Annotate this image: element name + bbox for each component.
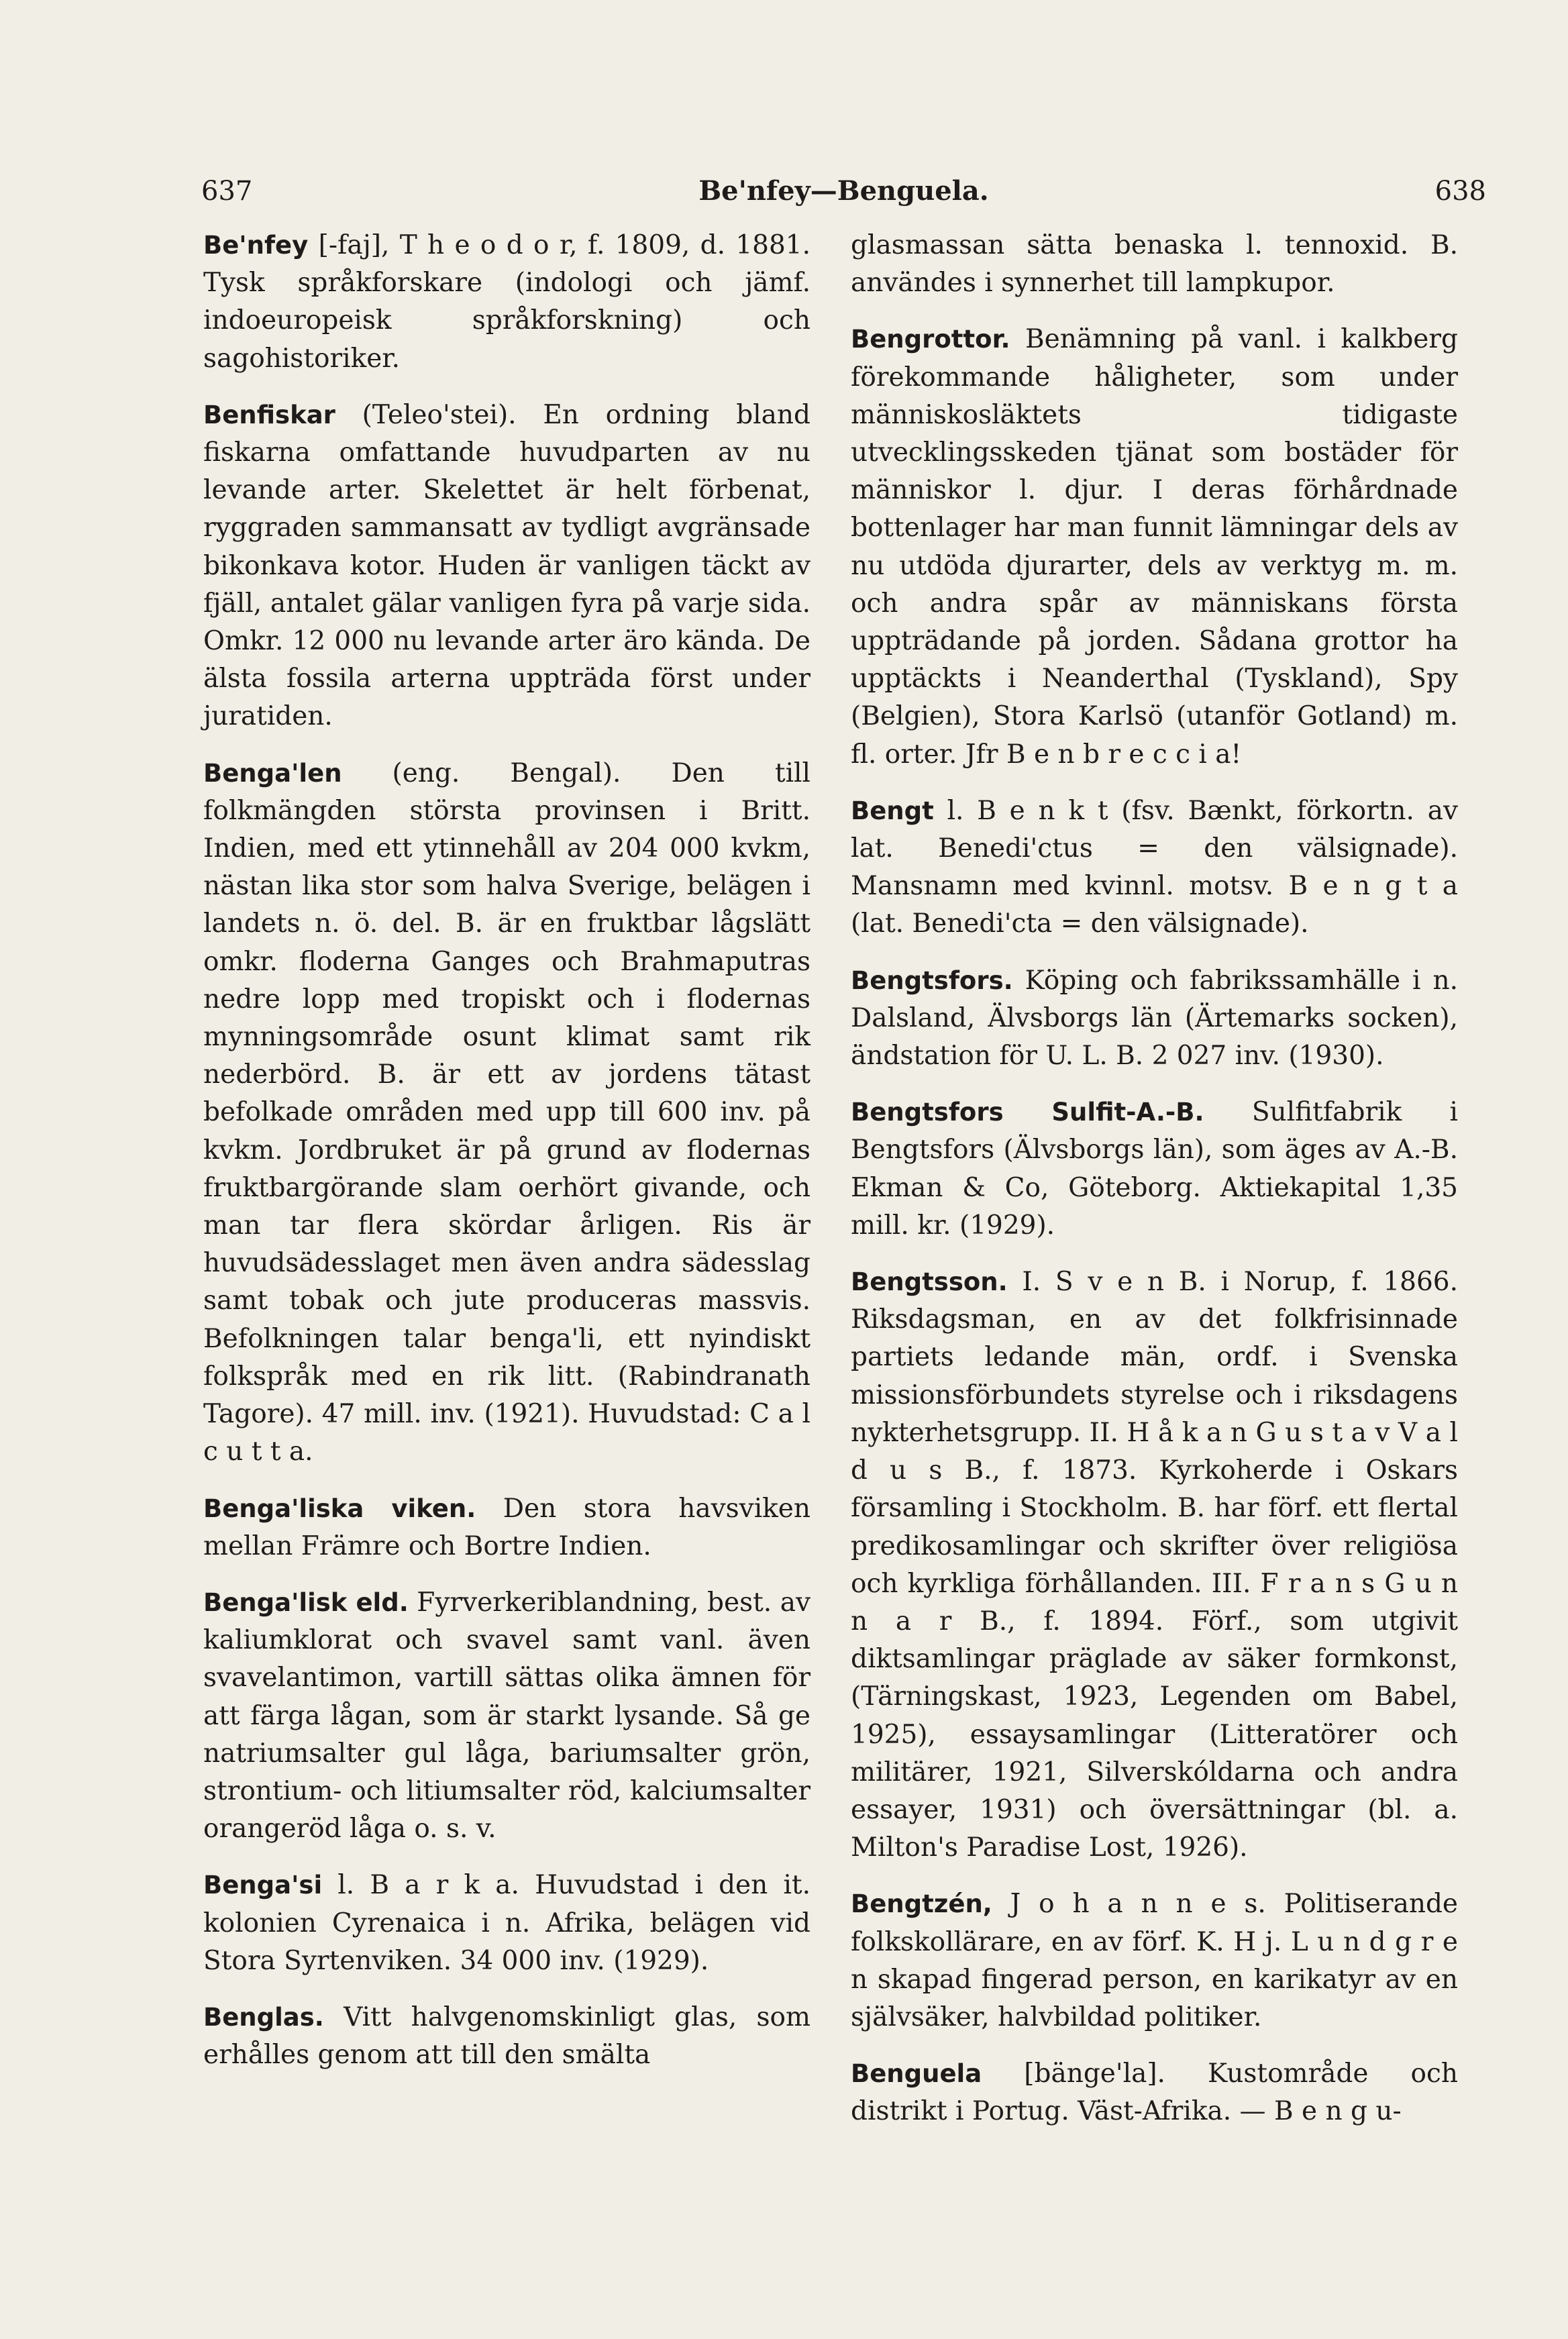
entry-bengrottor — [851, 321, 1458, 773]
entry-term: Benfiskar — [203, 400, 335, 429]
entry-benglas — [203, 1999, 811, 2074]
entry-term: Bengtsfors. — [851, 966, 1013, 995]
entry-bengtsfors-sulfit — [851, 1094, 1458, 1245]
page-header — [201, 168, 1486, 215]
entry-text: l. B e n k t (fsv. Bænkt, förkortn. av lat. Benedi'ctus = den välsignade). Mansnamn med kvinnl. motsv. B e n g t a (lat. Benedi'cta = den välsignade). — [851, 795, 1458, 939]
left-column — [203, 227, 811, 2093]
entry-bengalisk-eld — [203, 1584, 811, 1848]
entry-benfiskar — [203, 397, 811, 736]
right-column — [851, 227, 1458, 2150]
entry-text: I. S v e n B. i Norup, f. 1866. Riksdagsman, en av det folkfrisinnade partiets ledande män, ordf. i Svenska missionsförbundets styrelse och i riksdagens nykterhetsgrupp. II. H å k a n G u s t a v V a l d u s B., f. 1873. Kyrkoherde i Oskars församling i Stockholm. B. har förf. ett flertal predikosamlingar och skrifter över religiösa och kyrkliga förhållanden. III. F r a n s G u n n a r B., f. 1894. Förf., som utgivit diktsamlingar präglade av säker formkonst, (Tärningskast, 1923, Legenden om Babel, 1925), essaysamlingar (Litteratörer och militärer, 1921, Silverskóldarna och andra essayer, 1931) och översättningar (bl. a. Milton's Paradise Lost, 1926). — [851, 1267, 1458, 1863]
entry-text: Köping och fabrikssamhälle i n. Dalsland, Älvsborgs län (Ärtemarks socken), ändstation för U. L. B. 2 027 inv. (1930). — [851, 965, 1458, 1072]
entry-term: Benglas. — [203, 2002, 324, 2032]
entry-bengasi — [203, 1867, 811, 1980]
entry-text: glasmassan sätta benaska l. tennoxid. B. användes i synnerhet till lampkupor. — [851, 230, 1458, 299]
entry-text: Den stora havsviken mellan Främre och Bortre Indien. — [203, 1493, 811, 1561]
entry-term: Bengtsfors Sulfit-A.-B. — [851, 1098, 1204, 1127]
entry-text: l. B a r k a. Huvudstad i den it. kolonien Cyrenaica i n. Afrika, belägen vid Stora Syrtenviken. 34 000 inv. (1929). — [203, 1870, 811, 1976]
entry-benfey — [203, 227, 811, 378]
entry-term: Benga'liska viken. — [203, 1494, 476, 1523]
entry-bengt — [851, 792, 1458, 943]
entry-benglas-continued — [851, 227, 1458, 302]
page-number-right: 638 — [1434, 176, 1486, 207]
entry-bengtsfors — [851, 962, 1458, 1076]
entry-bengtzen — [851, 1885, 1458, 2036]
entry-term: Benga'len — [203, 758, 342, 788]
entry-text: Sulfitfabrik i Bengtsfors (Älvsborgs län), som äges av A.-B. Ekman & Co, Göteborg. Aktiekapital 1,35 mill. kr. (1929). — [851, 1097, 1458, 1241]
entry-text: Fyrverkeriblandning, best. av kaliumklorat och svavel samt vanl. även svavelantimon, vartill sättas olika ämnen för att färga lågan, som är starkt lysande. Så ge natriumsalter gul låga, bariumsalter grön, strontium- och litiumsalter röd, kalciumsalter orangeröd låga o. s. v. — [203, 1587, 811, 1844]
entry-term: Benga'lisk eld. — [203, 1588, 409, 1617]
entry-term: Bengtsson. — [851, 1267, 1008, 1297]
entry-term: Bengtzén, — [851, 1889, 992, 1919]
running-title: Be'nfey—Benguela. — [698, 175, 989, 207]
entry-bengalen — [203, 755, 811, 1471]
entry-text: [bänge'la]. Kustområde och distrikt i Portug. Väst-Afrika. — B e n g u- — [851, 2059, 1458, 2127]
entry-text: Vitt halvgenomskinligt glas, som erhålles genom att till den smälta — [203, 2002, 811, 2071]
entry-text: (eng. Bengal). Den till folkmängden största provinsen i Britt. Indien, med ett ytinnehåll av 204 000 kvkm, nästan lika stor som halva Sverige, belägen i landets n. ö. del. B. är en fruktbar lågslätt omkr. floderna Ganges och Brahmaputras nedre lopp med tropiskt och i flodernas mynningsområde osunt klimat samt rik nederbörd. B. är ett av jordens tätast befolkade områden med upp till 600 inv. på kvkm. Jordbruket är på grund av flodernas fruktbargörande slam oerhört givande, och man tar flera skördar årligen. Ris är huvudsädesslaget men även andra sädesslag samt tobak och jute produceras massvis. Befolkningen talar benga'li, ett nyindiskt folkspråk med en rik litt. (Rabindranath Tagore). 47 mill. inv. (1921). Huvudstad: C a l c u t t a. — [203, 758, 811, 1467]
entry-term: Be'nfey — [203, 231, 309, 260]
entry-benguela — [851, 2055, 1458, 2130]
entry-term: Bengt — [851, 796, 934, 825]
entry-text: [-faj], T h e o d o r, f. 1809, d. 1881. Tysk språkforskare (indologi och jämf. indoeuropeisk språkforskning) och sagohistoriker. — [203, 230, 811, 374]
entry-text: (Teleo'stei). En ordning bland fiskarna omfattande huvudparten av nu levande arter. Skelettet är helt förbenat, ryggraden sammansatt av tydligt avgränsade bikonkava kotor. Huden är vanligen täckt av fjäll, antalet gälar vanligen fyra på varje sida. Omkr. 12 000 nu levande arter äro kända. De älsta fossila arterna uppträda först under juratiden. — [203, 399, 811, 732]
entry-text: Benämning på vanl. i kalkberg förekommande håligheter, som under människosläktets tidigaste utvecklingsskeden tjänat som bostäder för människor l. djur. I deras förhårdnade bottenlager har man funnit lämningar dels av nu utdöda djurarter, dels av verktyg m. m. och andra spår av människans första uppträdande på jorden. Sådana grottor ha upptäckts i Neanderthal (Tyskland), Spy (Belgien), Stora Karlsö (utanför Gotland) m. fl. orter. Jfr B e n b r e c c i a! — [851, 324, 1458, 770]
entry-text: J o h a n n e s. Politiserande folkskollärare, en av förf. K. H j. L u n d g r e n skapad fingerad person, en karikatyr av en självsäker, halvbildad politiker. — [851, 1889, 1458, 2032]
entry-term: Bengrottor. — [851, 325, 1010, 354]
page-number-left: 637 — [201, 176, 253, 207]
entry-bengtsson — [851, 1263, 1458, 1867]
entry-term: Benga'si — [203, 1871, 323, 1900]
entry-term: Benguela — [851, 2059, 982, 2089]
entry-bengaliska-viken — [203, 1490, 811, 1565]
